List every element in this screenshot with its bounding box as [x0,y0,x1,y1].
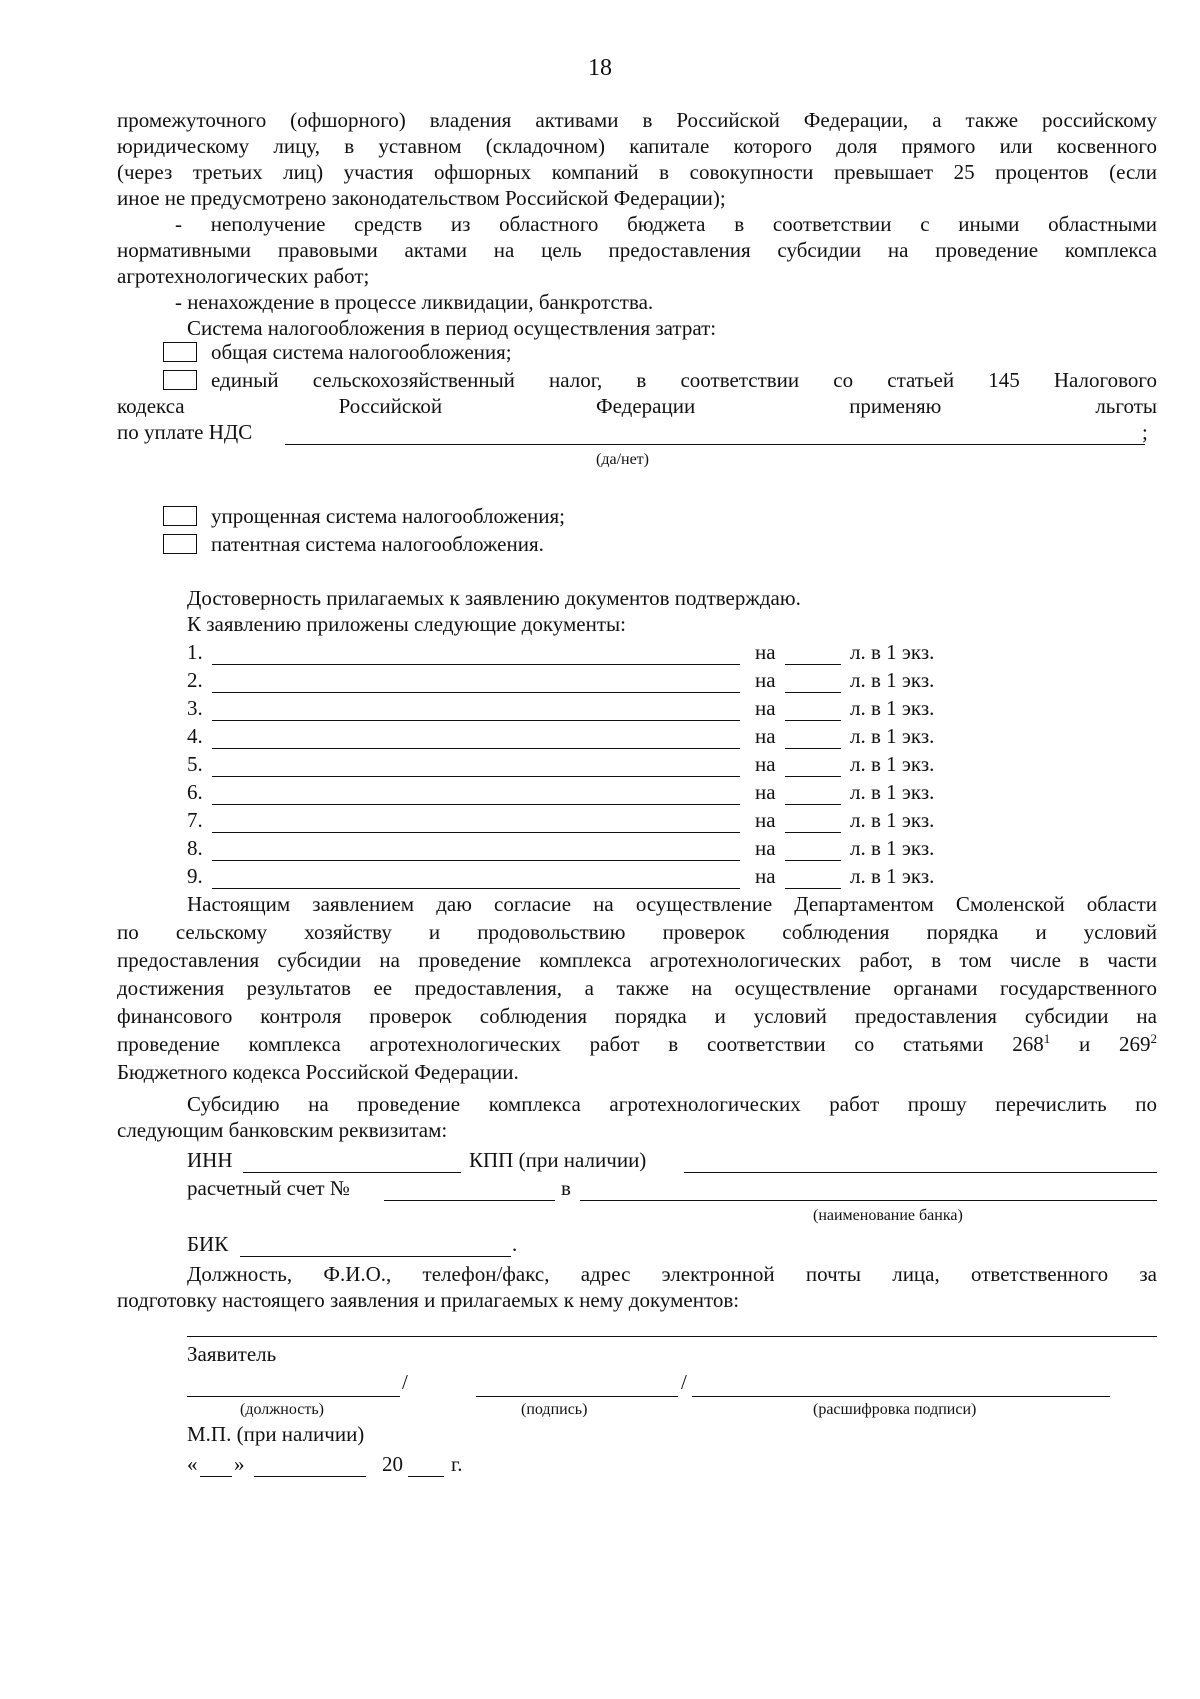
doc-sheets-input[interactable] [785,692,841,693]
consent-sup-1: 1 [1043,1031,1051,1046]
doc-sheets-input[interactable] [785,664,841,665]
position-caption: (должность) [240,1401,324,1418]
bank-name-input[interactable] [580,1200,1157,1201]
account-label: расчетный счет № [187,1176,350,1200]
consent-sup-2: 2 [1150,1031,1157,1046]
date-month-input[interactable] [254,1476,366,1477]
doc-on: на [755,696,776,720]
bank-request-line-1: Субсидию на проведение комплекса агротехнологических работ прошу перечислить по [187,1092,1157,1116]
documents-heading: К заявлению приложены следующие документы: [187,612,626,636]
doc-num: 2. [187,668,203,692]
vat-label: по уплате НДС [117,420,253,444]
doc-sheets-label: л. в 1 экз. [850,668,935,692]
doc-sheets-label: л. в 1 экз. [850,780,935,804]
consent-line-2: по сельскому хозяйству и продовольствию проверок соблюдения порядка и условий [117,920,1157,944]
doc-sheets-label: л. в 1 экз. [850,752,935,776]
doc-name-input[interactable] [212,888,740,889]
signature-input[interactable] [476,1396,678,1397]
inn-input[interactable] [243,1172,461,1173]
liquidation-line: - ненахождение в процессе ликвидации, банкротства. [175,290,654,314]
simplified-tax-label: упрощенная система налогообложения; [211,504,565,528]
consent-line-5: финансового контроля проверок соблюдения порядка и условий предоставления субсидии на [117,1004,1157,1028]
doc-name-input[interactable] [212,748,740,749]
doc-on: на [755,668,776,692]
account-input[interactable] [384,1200,555,1201]
consent-line-3: предоставления субсидии на проведение комплекса агротехнологических работ, в том числе в части [117,948,1157,972]
patent-tax-label: патентная система налогообложения. [211,532,544,556]
esn-tax-checkbox[interactable] [163,370,197,390]
year-suffix: г. [451,1452,463,1476]
consent-line-1: Настоящим заявлением даю согласие на осуществление Департаментом Смоленской области [187,892,1157,916]
bik-end: . [512,1232,518,1256]
doc-on: на [755,752,776,776]
bank-request-line-2: следующим банковским реквизитам: [117,1118,448,1142]
date-year-input[interactable] [408,1476,444,1477]
general-tax-label: общая система налогообложения; [211,340,512,364]
doc-name-input[interactable] [212,720,740,721]
doc-sheets-input[interactable] [785,720,841,721]
consent-line-6-mid: и 269 [1050,1032,1151,1056]
doc-on: на [755,780,776,804]
inn-label: ИНН [187,1148,233,1172]
intro-line-2: юридическому лицу, в уставном (складочном) капитале которого доля прямого или косвенного [117,134,1157,158]
responsible-input[interactable] [187,1336,1157,1337]
decoding-input[interactable] [692,1396,1110,1397]
doc-num: 8. [187,836,203,860]
doc-sheets-input[interactable] [785,804,841,805]
simplified-tax-checkbox[interactable] [163,506,197,526]
responsible-line-1: Должность, Ф.И.О., телефон/факс, адрес электронной почты лица, ответственного за [187,1262,1157,1286]
decoding-caption: (расшифровка подписи) [813,1401,977,1418]
applicant-label: Заявитель [187,1342,277,1366]
doc-sheets-label: л. в 1 экз. [850,724,935,748]
intro-line-1: промежуточного (офшорного) владения активами в Российской Федерации, а также российскому [117,108,1157,132]
vat-end: ; [1142,420,1148,444]
intro-line-3: (через третьих лиц) участия офшорных компаний в совокупности превышает 25 процентов (если [117,160,1157,184]
doc-num: 9. [187,864,203,888]
doc-on: на [755,640,776,664]
vat-input[interactable] [285,444,1145,445]
doc-on: на [755,724,776,748]
doc-name-input[interactable] [212,692,740,693]
date-open: « [187,1452,198,1476]
consent-line-4: достижения результатов ее предоставления, а также на осуществление органами государственного [117,976,1157,1000]
slash-1: / [402,1370,408,1394]
tax-system-heading: Система налогообложения в период осуществления затрат: [187,316,717,340]
doc-sheets-input[interactable] [785,748,841,749]
documents-confirm: Достоверность прилагаемых к заявлению документов подтверждаю. [187,586,801,610]
doc-sheets-label: л. в 1 экз. [850,836,935,860]
doc-on: на [755,836,776,860]
doc-sheets-label: л. в 1 экз. [850,696,935,720]
responsible-line-2: подготовку настоящего заявления и прилагаемых к нему документов: [117,1288,740,1312]
esn-line-2: кодекса Российской Федерации применяю льготы [117,394,1157,418]
signature-caption: (подпись) [521,1401,588,1418]
doc-sheets-label: л. в 1 экз. [850,808,935,832]
year-prefix: 20 [382,1452,403,1476]
stamp-label: М.П. (при наличии) [187,1422,365,1446]
page-number: 18 [588,55,612,81]
patent-tax-checkbox[interactable] [163,534,197,554]
consent-final-line: Бюджетного кодекса Российской Федерации. [117,1060,519,1084]
slash-2: / [681,1370,687,1394]
date-day-input[interactable] [200,1476,232,1477]
doc-on: на [755,808,776,832]
doc-sheets-input[interactable] [785,860,841,861]
esn-line-1: единый сельскохозяйственный налог, в соответствии со статьей 145 Налогового [211,368,1157,392]
doc-num: 6. [187,780,203,804]
kpp-input[interactable] [684,1172,1157,1173]
budget-line-2: нормативными правовыми актами на цель предоставления субсидии на проведение комплекса [117,238,1157,262]
doc-name-input[interactable] [212,860,740,861]
budget-line-3: агротехнологических работ; [117,264,370,288]
doc-name-input[interactable] [212,776,740,777]
doc-sheets-input[interactable] [785,832,841,833]
consent-line-6-text: проведение комплекса агротехнологических работ в соответствии со статьями 268 [117,1032,1044,1056]
doc-sheets-input[interactable] [785,776,841,777]
budget-line-1: - неполучение средств из областного бюджета в соответствии с иными областными [175,212,1157,236]
doc-on: на [755,864,776,888]
position-input[interactable] [187,1396,400,1397]
bik-input[interactable] [240,1256,511,1257]
bank-in-label: в [561,1176,571,1200]
bik-label: БИК [187,1232,229,1256]
doc-name-input[interactable] [212,832,740,833]
consent-line-6 [117,1030,1157,1058]
doc-sheets-label: л. в 1 экз. [850,640,935,664]
doc-name-input[interactable] [212,804,740,805]
intro-line-4: иное не предусмотрено законодательством Российской Федерации); [117,186,726,210]
date-close: » [234,1452,245,1476]
general-tax-checkbox[interactable] [163,342,197,362]
doc-num: 1. [187,640,203,664]
doc-num: 5. [187,752,203,776]
doc-name-input[interactable] [212,664,740,665]
doc-num: 7. [187,808,203,832]
kpp-label: КПП (при наличии) [469,1148,647,1172]
yes-no-caption: (да/нет) [596,451,649,468]
doc-sheets-input[interactable] [785,888,841,889]
doc-num: 4. [187,724,203,748]
doc-sheets-label: л. в 1 экз. [850,864,935,888]
bank-name-caption: (наименование банка) [813,1207,963,1224]
doc-num: 3. [187,696,203,720]
